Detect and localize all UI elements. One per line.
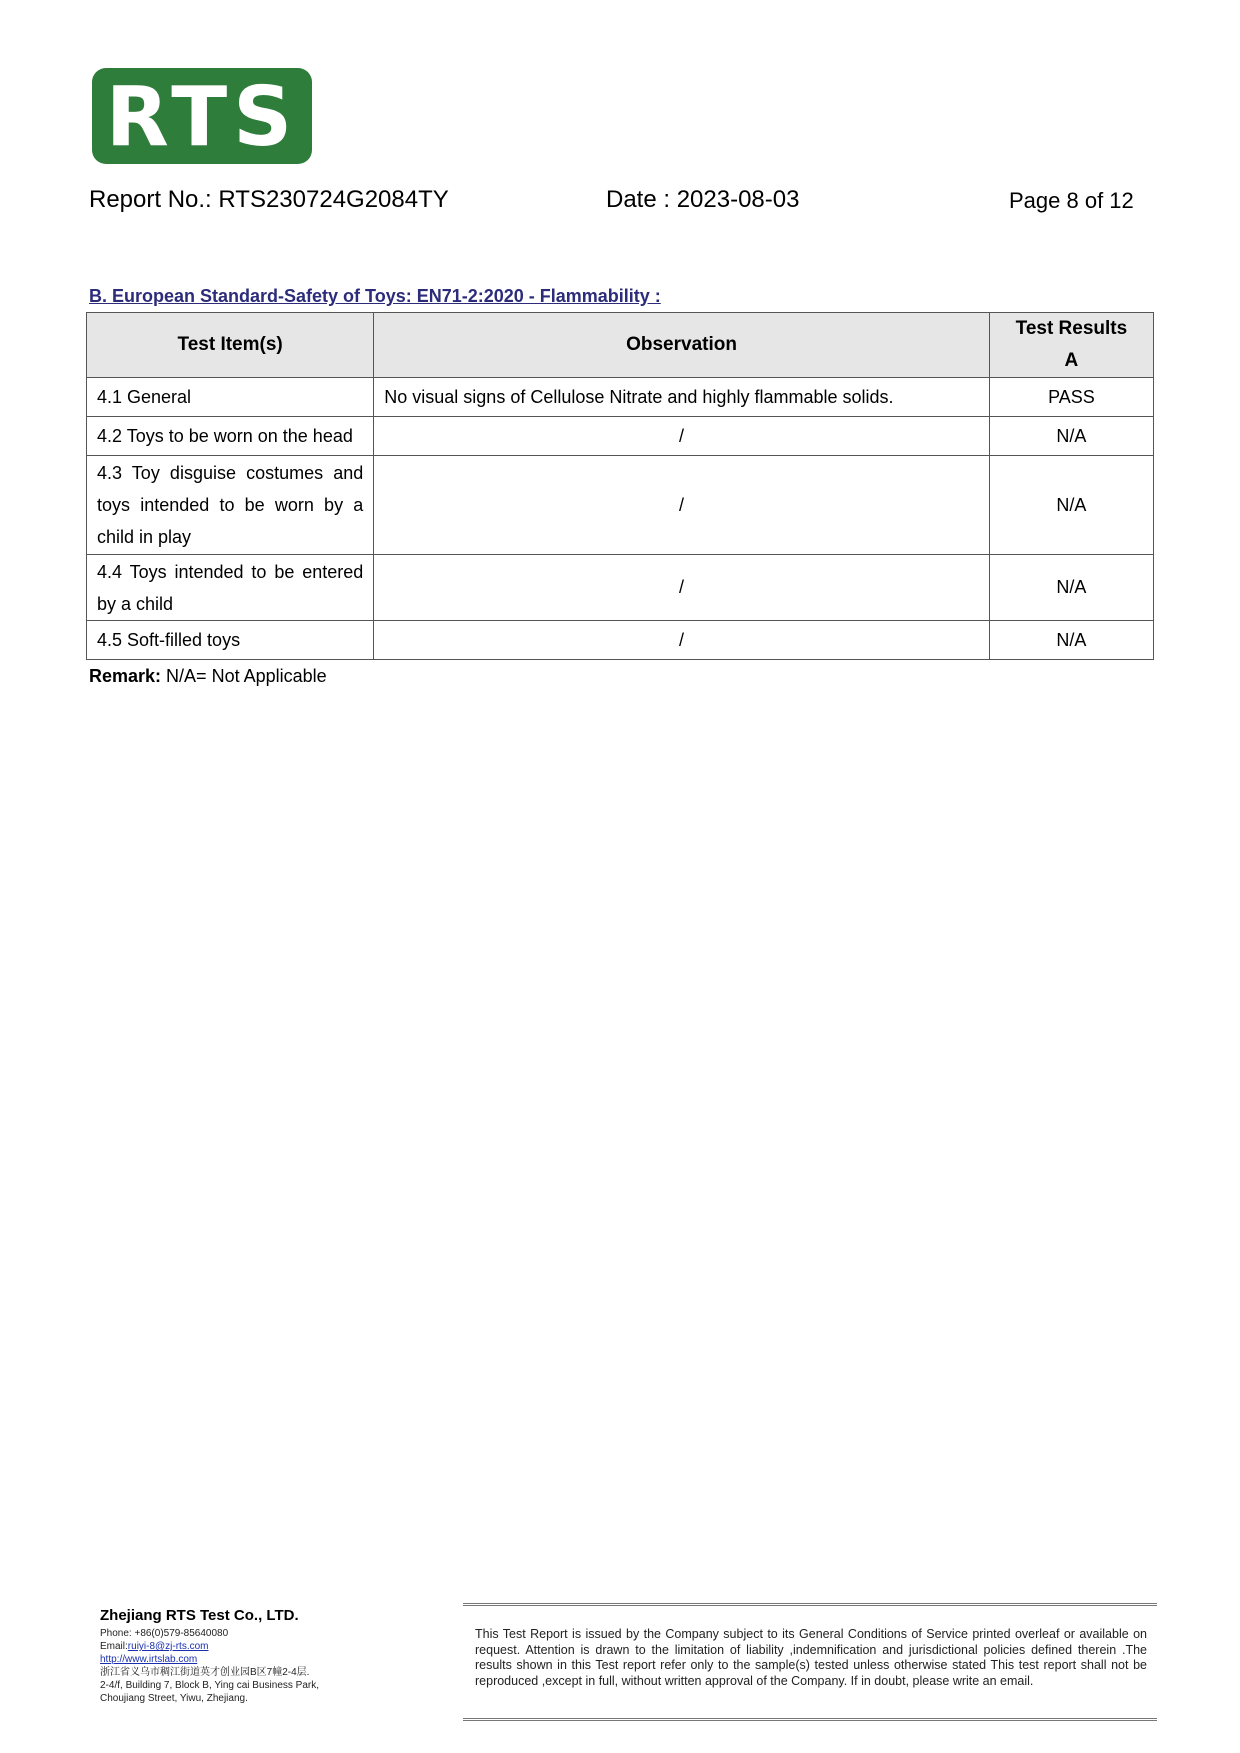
remark	[89, 666, 327, 687]
footer-phone: Phone: +86(0)579-85640080	[100, 1628, 229, 1639]
footer-address-cn: 浙江省义乌市稠江街道英才创业园B区7幢2-4层.	[100, 1667, 310, 1678]
row-observation: No visual signs of Cellulose Nitrate and highly flammable solids.	[374, 378, 990, 417]
row-item: 4.1 General	[87, 378, 374, 417]
row-observation: /	[374, 621, 990, 660]
footer-address-en-1: 2-4/f, Building 7, Block B, Ying cai Business Park,	[100, 1680, 319, 1691]
table-row	[87, 621, 1154, 660]
page-number: Page 8 of 12	[1009, 188, 1134, 213]
table-row	[87, 555, 1154, 621]
section-title: B. European Standard-Safety of Toys: EN71-2:2020 - Flammability :	[89, 286, 661, 306]
row-item: 4.2 Toys to be worn on the head	[87, 417, 374, 456]
row-result: N/A	[989, 417, 1153, 456]
report-number: Report No.: RTS230724G2084TY	[89, 186, 449, 213]
row-result: N/A	[989, 555, 1153, 621]
report-date: Date : 2023-08-03	[606, 186, 800, 213]
table-header-row	[87, 313, 1154, 378]
footer-disclaimer: This Test Report is issued by the Company subject to its General Conditions of Service printed overleaf or available on request. Attention is drawn to the limitation of liability ,indemnification and jurisdictional policies defined therein .The results shown in this Test report refer only to the sample(s) tested unless otherwise stated This test report shall not be reproduced ,except in full, without written approval of the Company. If in doubt, please write an email.	[475, 1627, 1147, 1688]
footer-website-link[interactable]: http://www.irtslab.com	[100, 1654, 198, 1665]
footer-email-link[interactable]: ruiyi-8@zj-rts.com	[127, 1641, 209, 1652]
logo-text: RTS	[105, 70, 299, 165]
header-results-line2: A	[1064, 350, 1079, 371]
row-item: 4.4 Toys intended to be entered by a child	[87, 555, 374, 621]
table-row	[87, 456, 1154, 555]
row-result: N/A	[989, 456, 1153, 555]
table-row	[87, 417, 1154, 456]
row-item: 4.3 Toy disguise costumes and toys intended to be worn by a child in play	[87, 456, 374, 555]
remark-label: Remark:	[89, 666, 162, 686]
remark-text: N/A= Not Applicable	[161, 666, 327, 686]
row-observation: /	[374, 417, 990, 456]
results-table	[86, 312, 1154, 660]
header-results-line1: Test Results	[1015, 318, 1128, 339]
row-item: 4.5 Soft-filled toys	[87, 621, 374, 660]
footer-divider-bottom	[463, 1718, 1157, 1721]
footer-company-name: Zhejiang RTS Test Co., LTD.	[100, 1607, 299, 1624]
footer-divider-top	[463, 1603, 1157, 1606]
footer-email-label: Email:	[100, 1641, 128, 1652]
footer-address-en-2: Choujiang Street, Yiwu, Zhejiang.	[100, 1693, 248, 1704]
header-test-item: Test Item(s)	[87, 313, 374, 378]
company-logo	[92, 68, 312, 164]
row-observation: /	[374, 456, 990, 555]
row-result: N/A	[989, 621, 1153, 660]
row-result: PASS	[989, 378, 1153, 417]
footer-email-line	[100, 1640, 319, 1653]
row-observation: /	[374, 555, 990, 621]
table-row	[87, 378, 1154, 417]
header-observation: Observation	[374, 313, 990, 378]
header-test-results	[989, 313, 1153, 378]
footer-contact	[100, 1627, 319, 1705]
